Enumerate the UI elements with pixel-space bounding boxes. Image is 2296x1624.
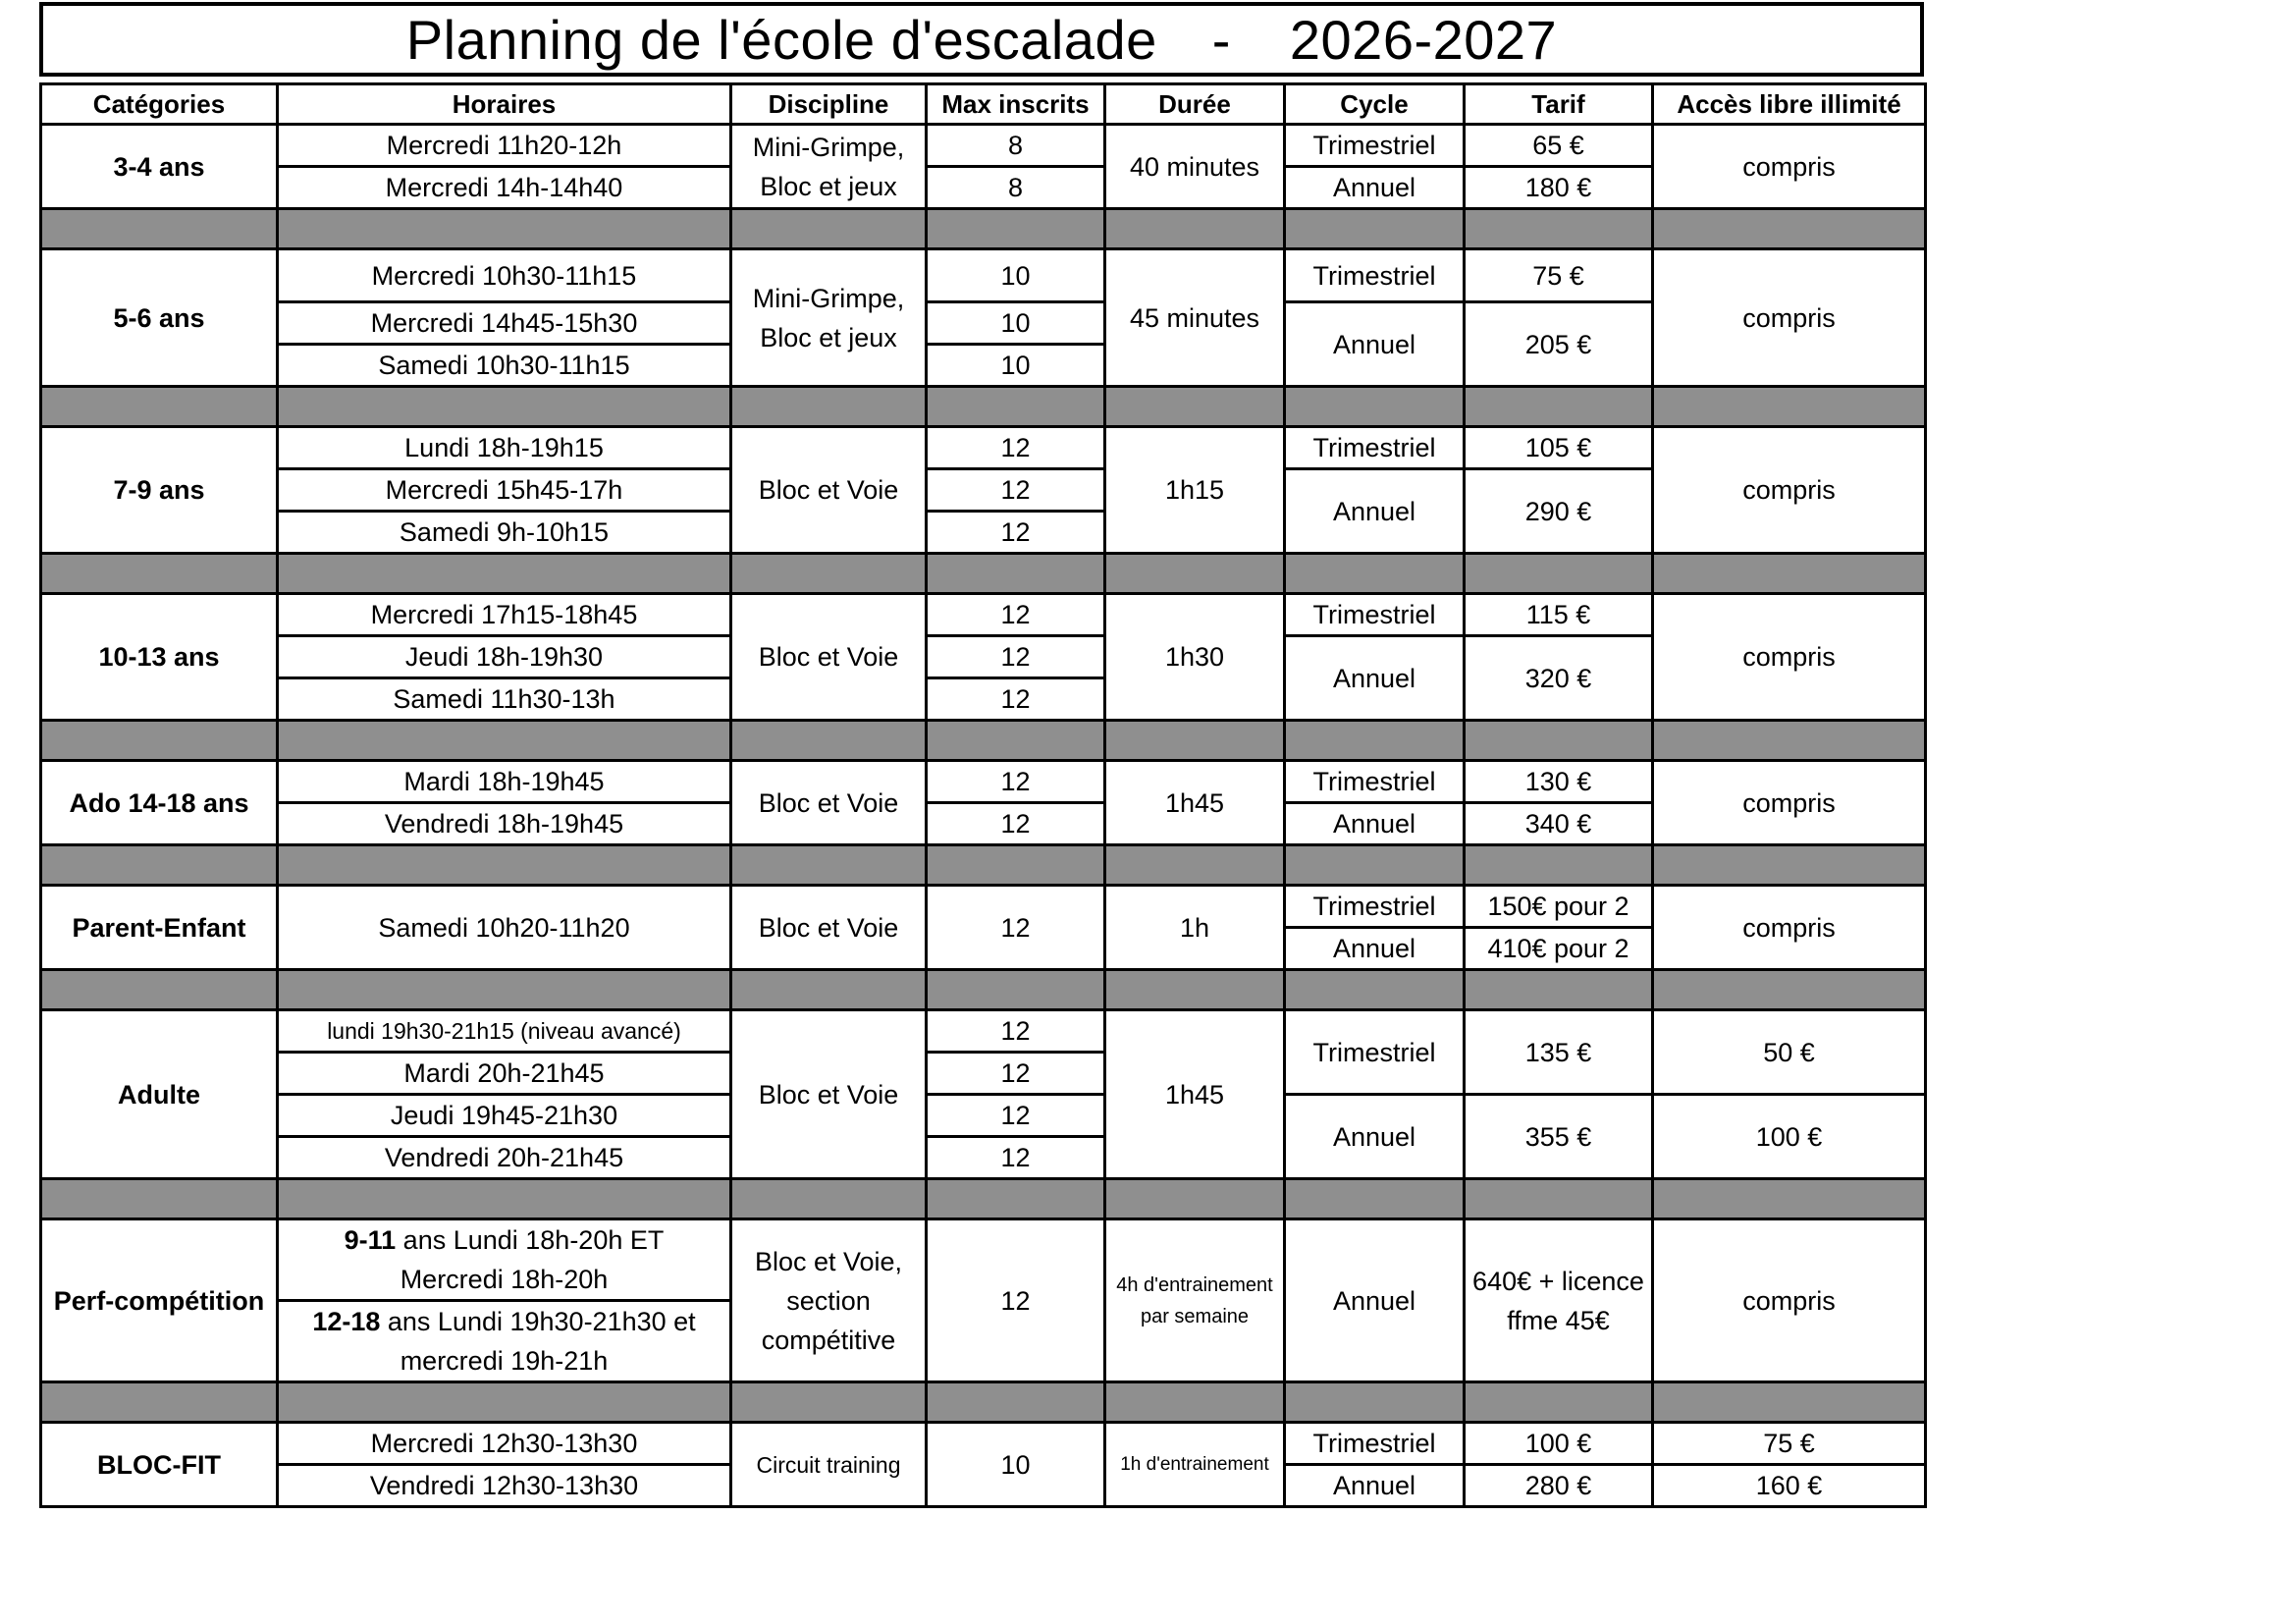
header-duree: Durée — [1105, 84, 1285, 125]
title-year: 2026-2027 — [1289, 8, 1558, 71]
category-cell: 7-9 ans — [41, 427, 278, 554]
horaire-text: ans Lundi 18h-20h ET — [396, 1225, 665, 1255]
horaire-cell: Mardi 20h-21h45 — [278, 1053, 731, 1095]
max-cell: 12 — [927, 427, 1105, 469]
max-cell: 12 — [927, 469, 1105, 512]
table-row — [41, 427, 1926, 469]
page-title — [39, 2, 1924, 77]
discipline-line: Mini-Grimpe, — [752, 132, 905, 162]
max-cell: 12 — [927, 1219, 1105, 1382]
discipline-cell — [731, 1219, 927, 1382]
max-cell: 12 — [927, 594, 1105, 636]
tarif-cell: 355 € — [1465, 1095, 1653, 1179]
category-cell: Perf-compétition — [41, 1219, 278, 1382]
horaire-cell: Mercredi 14h-14h40 — [278, 167, 731, 209]
separator-row — [41, 209, 1926, 249]
horaire-cell — [278, 1301, 731, 1382]
discipline-cell: Bloc et Voie — [731, 886, 927, 970]
horaire-line: Mercredi 18h-20h — [400, 1265, 609, 1294]
table-row — [41, 125, 1926, 167]
horaire-cell: Mercredi 11h20-12h — [278, 125, 731, 167]
duree-cell — [1105, 1219, 1285, 1382]
cycle-cell: Trimestriel — [1285, 1010, 1465, 1095]
table-row — [41, 469, 1926, 512]
category-cell: 3-4 ans — [41, 125, 278, 209]
cycle-cell: Annuel — [1285, 1465, 1465, 1507]
category-cell: BLOC-FIT — [41, 1423, 278, 1507]
tarif-cell: 65 € — [1465, 125, 1653, 167]
cycle-cell: Trimestriel — [1285, 125, 1465, 167]
tarif-cell: 320 € — [1465, 636, 1653, 721]
horaire-cell: Vendredi 18h-19h45 — [278, 803, 731, 845]
category-cell: Ado 14-18 ans — [41, 761, 278, 845]
discipline-cell: Bloc et Voie — [731, 427, 927, 554]
horaire-cell: Mercredi 15h45-17h — [278, 469, 731, 512]
horaire-line — [283, 1302, 725, 1341]
header-max-inscrits: Max inscrits — [927, 84, 1105, 125]
duree-cell: 45 minutes — [1105, 249, 1285, 387]
duree-cell: 1h d'entrainement — [1105, 1423, 1285, 1507]
category-cell: 5-6 ans — [41, 249, 278, 387]
discipline-cell — [731, 125, 927, 209]
tarif-cell: 410€ pour 2 — [1465, 928, 1653, 970]
acces-cell: 75 € — [1653, 1423, 1926, 1465]
horaire-cell: Vendredi 12h30-13h30 — [278, 1465, 731, 1507]
tarif-cell: 290 € — [1465, 469, 1653, 554]
max-cell: 12 — [927, 1053, 1105, 1095]
horaire-cell: Mercredi 14h45-15h30 — [278, 302, 731, 345]
tarif-cell: 130 € — [1465, 761, 1653, 803]
tarif-cell: 100 € — [1465, 1423, 1653, 1465]
duree-line: par semaine — [1140, 1305, 1250, 1327]
age-range: 12-18 — [312, 1307, 381, 1336]
tarif-cell: 75 € — [1465, 249, 1653, 302]
horaire-cell: Jeudi 19h45-21h30 — [278, 1095, 731, 1137]
max-cell: 12 — [927, 1095, 1105, 1137]
table-row — [41, 636, 1926, 678]
tarif-cell: 135 € — [1465, 1010, 1653, 1095]
separator-row — [41, 970, 1926, 1010]
title-text: Planning de l'école d'escalade — [405, 8, 1157, 71]
discipline-cell: Circuit training — [731, 1423, 927, 1507]
horaire-cell: Mercredi 10h30-11h15 — [278, 249, 731, 302]
horaire-text: ans Lundi 19h30-21h30 et — [380, 1307, 696, 1336]
cycle-cell: Annuel — [1285, 636, 1465, 721]
max-cell: 12 — [927, 1137, 1105, 1179]
max-cell: 8 — [927, 125, 1105, 167]
discipline-cell: Bloc et Voie — [731, 761, 927, 845]
discipline-cell: Bloc et Voie — [731, 1010, 927, 1179]
header-categories: Catégories — [41, 84, 278, 125]
acces-cell: compris — [1653, 249, 1926, 387]
table-row — [41, 594, 1926, 636]
cycle-cell: Trimestriel — [1285, 1423, 1465, 1465]
tarif-cell: 115 € — [1465, 594, 1653, 636]
horaire-cell: Vendredi 20h-21h45 — [278, 1137, 731, 1179]
table-row — [41, 302, 1926, 345]
max-cell: 12 — [927, 636, 1105, 678]
duree-line: 4h d'entrainement — [1116, 1273, 1273, 1296]
max-cell: 12 — [927, 886, 1105, 970]
table-row — [41, 1010, 1926, 1053]
horaire-cell: Mardi 18h-19h45 — [278, 761, 731, 803]
max-cell: 10 — [927, 249, 1105, 302]
discipline-line: Mini-Grimpe, — [752, 283, 905, 313]
acces-cell: 50 € — [1653, 1010, 1926, 1095]
max-cell: 12 — [927, 1010, 1105, 1053]
cycle-cell: Trimestriel — [1285, 594, 1465, 636]
horaire-line: mercredi 19h-21h — [400, 1346, 609, 1376]
discipline-line: Bloc et jeux — [760, 322, 897, 352]
acces-cell: compris — [1653, 761, 1926, 845]
max-cell: 8 — [927, 167, 1105, 209]
acces-cell: compris — [1653, 886, 1926, 970]
horaire-cell — [278, 1219, 731, 1301]
cycle-cell: Trimestriel — [1285, 249, 1465, 302]
discipline-line: section — [786, 1285, 871, 1316]
max-cell: 10 — [927, 1423, 1105, 1507]
category-cell: Parent-Enfant — [41, 886, 278, 970]
discipline-cell: Bloc et Voie — [731, 594, 927, 721]
discipline-cell — [731, 249, 927, 387]
tarif-line: 640€ + licence — [1472, 1266, 1644, 1296]
cycle-cell: Annuel — [1285, 1095, 1465, 1179]
horaire-line — [283, 1220, 725, 1260]
cycle-cell: Trimestriel — [1285, 761, 1465, 803]
tarif-line: ffme 45€ — [1507, 1305, 1610, 1335]
duree-cell: 1h30 — [1105, 594, 1285, 721]
header-discipline: Discipline — [731, 84, 927, 125]
horaire-cell: lundi 19h30-21h15 (niveau avancé) — [278, 1010, 731, 1053]
duree-cell: 40 minutes — [1105, 125, 1285, 209]
table-row — [41, 761, 1926, 803]
duree-cell: 1h45 — [1105, 761, 1285, 845]
tarif-cell: 280 € — [1465, 1465, 1653, 1507]
acces-cell: compris — [1653, 594, 1926, 721]
tarif-cell — [1465, 1219, 1653, 1382]
horaire-cell: Samedi 9h-10h15 — [278, 512, 731, 554]
separator-row — [41, 721, 1926, 761]
cycle-cell: Trimestriel — [1285, 427, 1465, 469]
category-cell: 10-13 ans — [41, 594, 278, 721]
separator-row — [41, 387, 1926, 427]
horaire-cell: Mercredi 12h30-13h30 — [278, 1423, 731, 1465]
discipline-line: compétitive — [761, 1325, 896, 1355]
table-row — [41, 249, 1926, 302]
max-cell: 12 — [927, 678, 1105, 721]
schedule-table — [39, 82, 1927, 1508]
separator-row — [41, 554, 1926, 594]
horaire-cell: Jeudi 18h-19h30 — [278, 636, 731, 678]
table-row — [41, 1423, 1926, 1465]
duree-cell: 1h45 — [1105, 1010, 1285, 1179]
tarif-cell: 150€ pour 2 — [1465, 886, 1653, 928]
max-cell: 10 — [927, 345, 1105, 387]
table-row — [41, 167, 1926, 209]
header-horaires: Horaires — [278, 84, 731, 125]
tarif-cell: 180 € — [1465, 167, 1653, 209]
age-range: 9-11 — [344, 1225, 397, 1255]
tarif-cell: 205 € — [1465, 302, 1653, 387]
cycle-cell: Annuel — [1285, 928, 1465, 970]
horaire-cell: Mercredi 17h15-18h45 — [278, 594, 731, 636]
discipline-line: Bloc et Voie, — [754, 1246, 903, 1276]
acces-cell: compris — [1653, 427, 1926, 554]
acces-cell: compris — [1653, 1219, 1926, 1382]
table-row — [41, 886, 1926, 928]
max-cell: 12 — [927, 803, 1105, 845]
acces-cell: 100 € — [1653, 1095, 1926, 1179]
header-row — [41, 84, 1926, 125]
category-cell: Adulte — [41, 1010, 278, 1179]
cycle-cell: Annuel — [1285, 1219, 1465, 1382]
max-cell: 12 — [927, 512, 1105, 554]
cycle-cell: Annuel — [1285, 803, 1465, 845]
table-row — [41, 1219, 1926, 1301]
header-cycle: Cycle — [1285, 84, 1465, 125]
acces-cell: 160 € — [1653, 1465, 1926, 1507]
title-separator: - — [1211, 8, 1231, 71]
separator-row — [41, 1179, 1926, 1219]
cycle-cell: Annuel — [1285, 167, 1465, 209]
table-row — [41, 803, 1926, 845]
cycle-cell: Annuel — [1285, 302, 1465, 387]
duree-cell: 1h15 — [1105, 427, 1285, 554]
tarif-cell: 105 € — [1465, 427, 1653, 469]
acces-cell: compris — [1653, 125, 1926, 209]
horaire-cell: Samedi 11h30-13h — [278, 678, 731, 721]
tarif-cell: 340 € — [1465, 803, 1653, 845]
cycle-cell: Trimestriel — [1285, 886, 1465, 928]
duree-cell: 1h — [1105, 886, 1285, 970]
separator-row — [41, 845, 1926, 886]
horaire-cell: Samedi 10h30-11h15 — [278, 345, 731, 387]
cycle-cell: Annuel — [1285, 469, 1465, 554]
horaire-cell: Lundi 18h-19h15 — [278, 427, 731, 469]
horaire-cell: Samedi 10h20-11h20 — [278, 886, 731, 970]
max-cell: 10 — [927, 302, 1105, 345]
discipline-line: Bloc et jeux — [760, 171, 897, 201]
table-row — [41, 1095, 1926, 1137]
header-acces-libre: Accès libre illimité — [1653, 84, 1926, 125]
max-cell: 12 — [927, 761, 1105, 803]
separator-row — [41, 1382, 1926, 1423]
header-tarif: Tarif — [1465, 84, 1653, 125]
